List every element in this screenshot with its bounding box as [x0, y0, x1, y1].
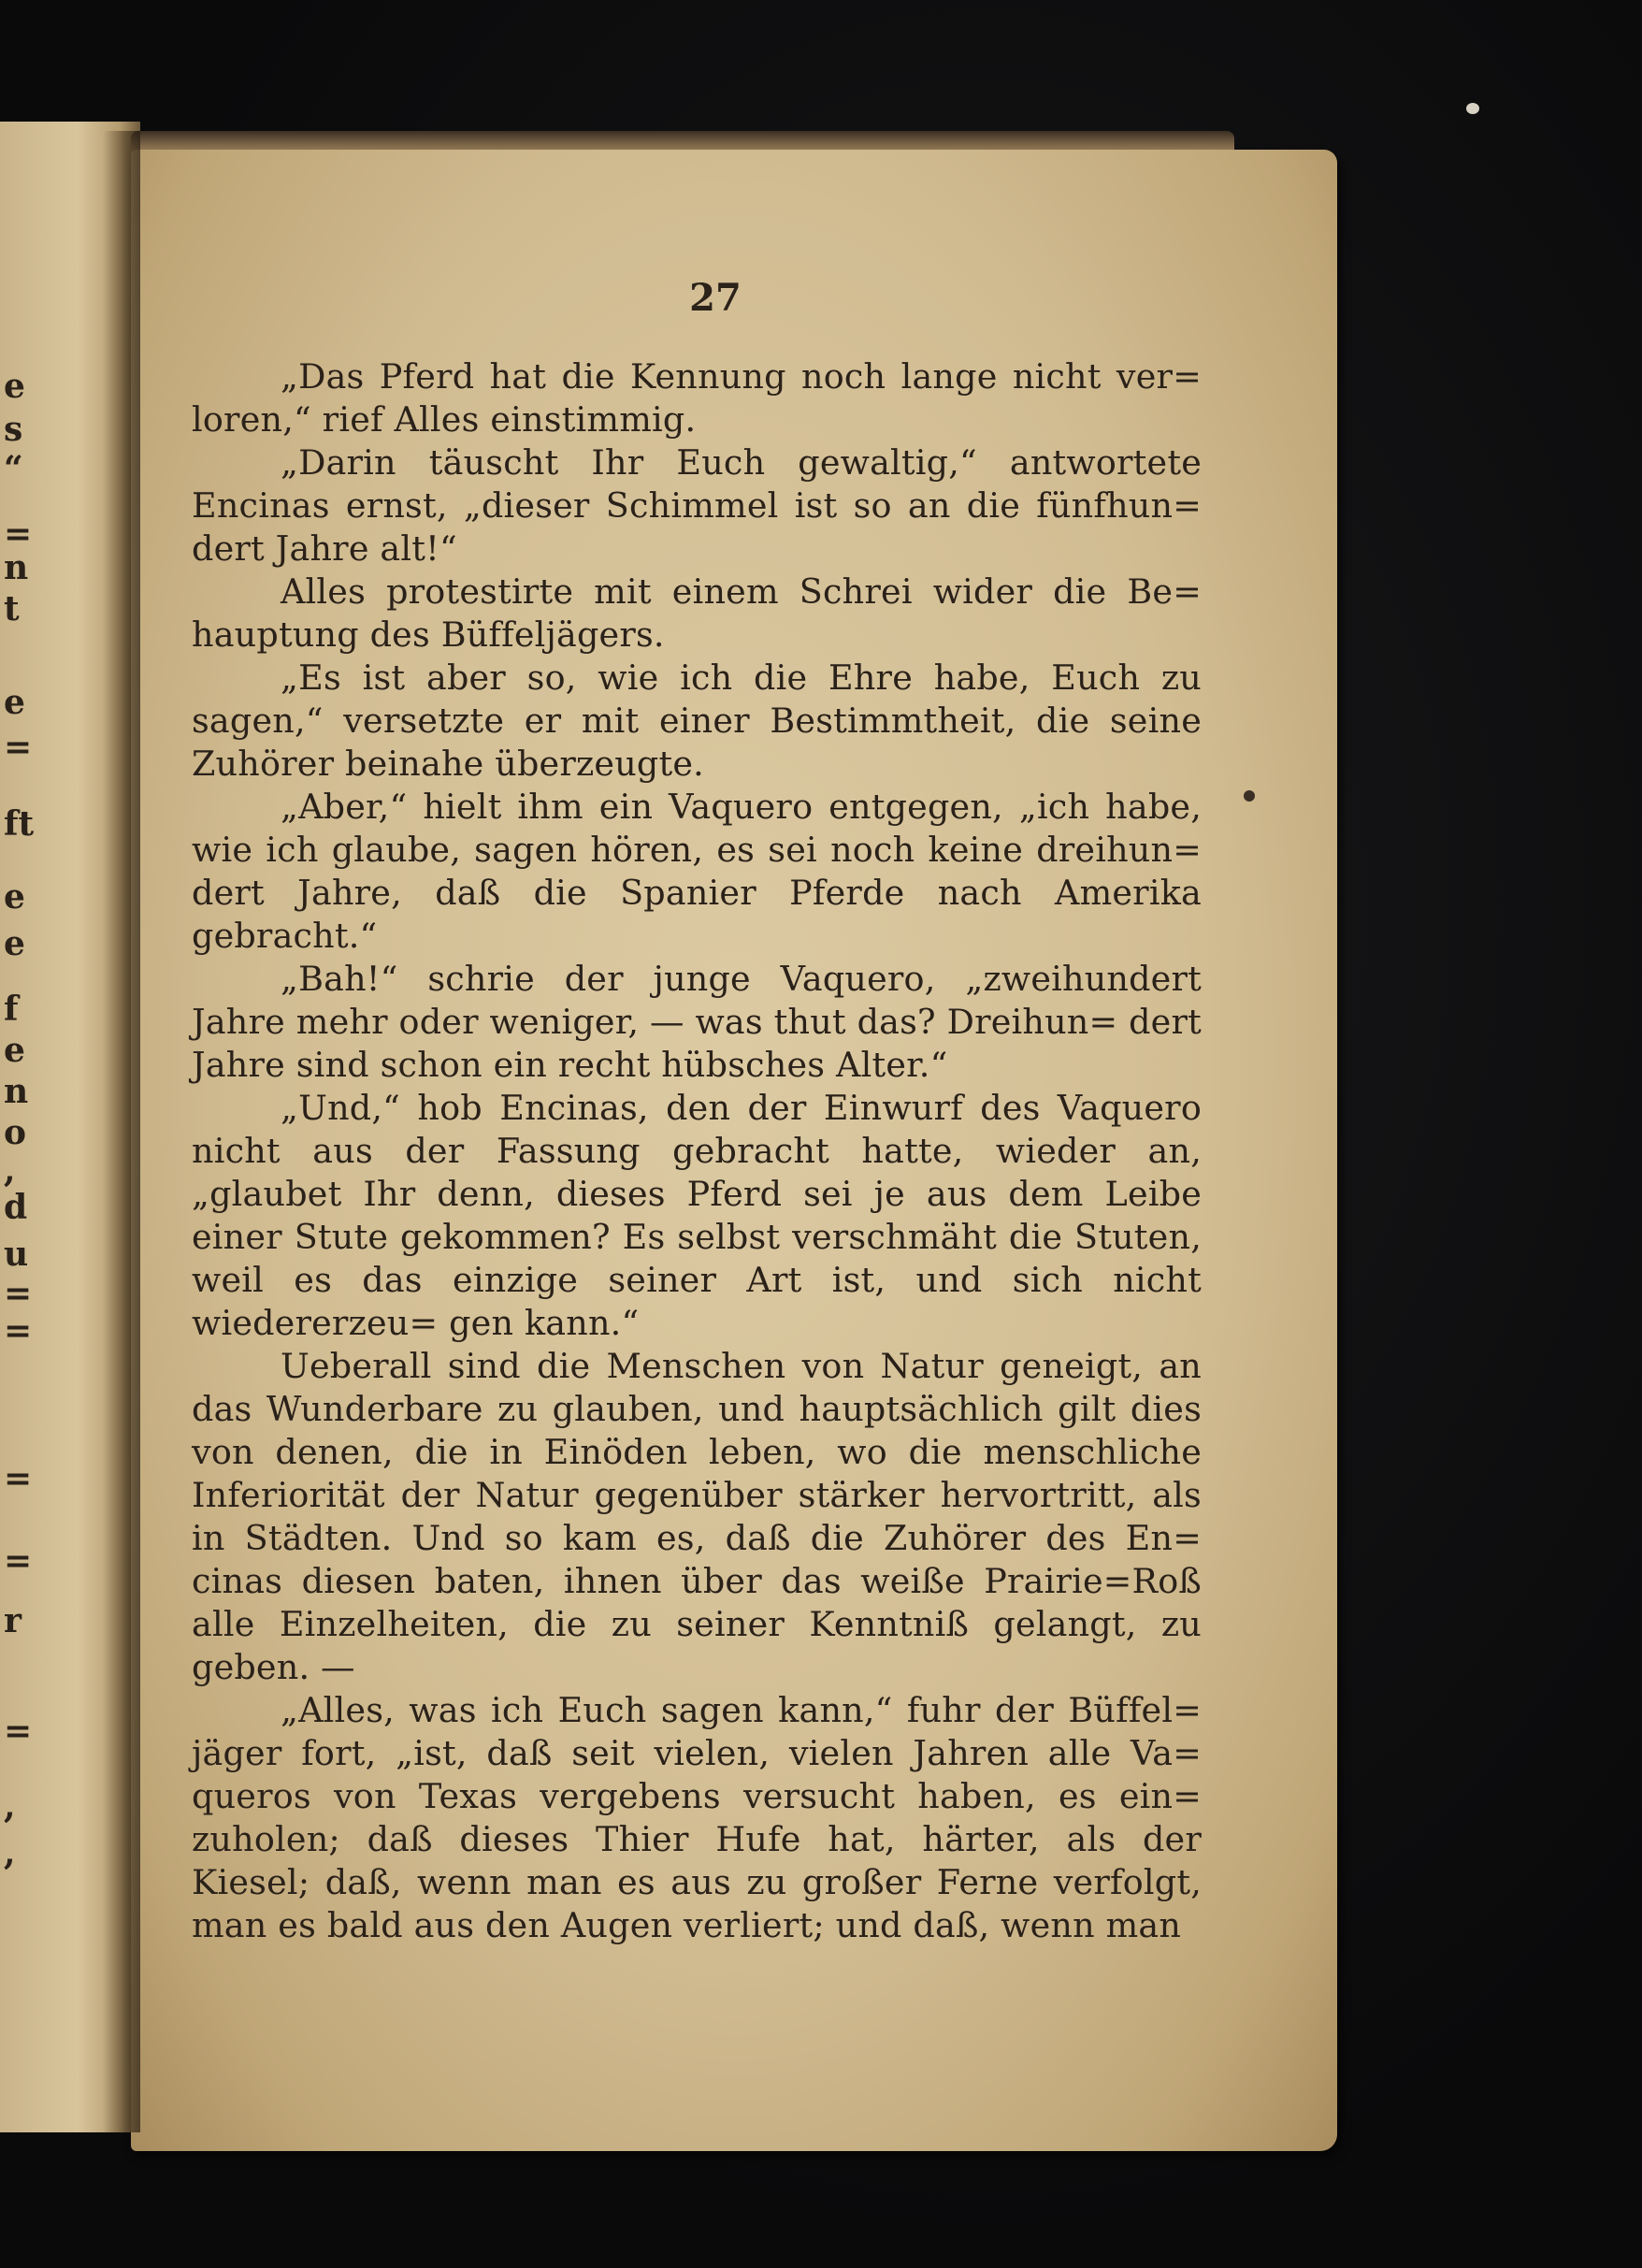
page-number: 27 — [689, 276, 742, 320]
left-fragment: ft — [4, 804, 35, 844]
left-fragment: “ — [4, 449, 23, 488]
left-fragment: e — [4, 924, 25, 963]
paragraph: „Bah!“ schrie der junge Vaquero, „zweihundert Jahre mehr oder weniger, — was thut das? Dreihun= dert Jahre sind schon ein recht hübsches Alter.“ — [192, 959, 1202, 1085]
left-fragment: e — [4, 367, 25, 406]
paragraph: „Darin täuscht Ihr Euch gewaltig,“ antwortete Encinas ernst, „dieser Schimmel ist so an die fünfhun= dert Jahre alt!“ — [192, 442, 1202, 569]
left-fragment: e — [4, 877, 25, 917]
paragraph: „Und,“ hob Encinas, den der Einwurf des Vaquero nicht aus der Fassung gebracht hatte, wieder an, „glaubet Ihr denn, dieses Pferd sei je aus dem Leibe einer Stute gekommen? Es selbst verschmäht die Stuten, weil es das einzige seiner Art ist, und sich nicht wiedererzeu= gen kann.“ — [192, 1088, 1202, 1343]
left-fragment: e — [4, 1031, 25, 1070]
body-text — [192, 355, 1202, 1947]
left-fragment: = — [4, 1541, 33, 1581]
left-fragment: f — [4, 990, 19, 1029]
left-fragment: u — [4, 1235, 29, 1274]
paragraph: Ueberall sind die Menschen von Natur geneigt, an das Wunderbare zu glauben, und hauptsächlich gilt dies von denen, die in Einöden leben, wo die menschliche Inferiorität der Natur gegenüber stärker hervortritt, als in Städten. Und so kam es, daß die Zuhörer des En= cinas diesen baten, ihnen über das weiße Prairie=Roß alle Einzelheiten, die zu seiner Kenntniß gelangt, zu geben. — — [192, 1346, 1202, 1687]
left-fragment: t — [4, 589, 20, 628]
left-fragment: = — [4, 728, 33, 767]
left-fragment: n — [4, 548, 29, 587]
left-fragment: e — [4, 683, 25, 722]
dust-speck — [1466, 103, 1479, 114]
left-fragment: = — [4, 1274, 33, 1313]
left-fragment: , — [4, 1150, 16, 1190]
left-fragment: = — [4, 1712, 33, 1751]
left-fragment: d — [4, 1188, 28, 1227]
paragraph: „Aber,“ hielt ihm ein Vaquero entgegen, „ich habe, wie ich glaube, sagen hören, es sei noch keine dreihun= dert Jahre, daß die Spanier Pferde nach Amerika gebracht.“ — [192, 787, 1202, 956]
left-fragment: = — [4, 1311, 33, 1351]
left-fragment: o — [4, 1113, 27, 1152]
left-fragment: = — [4, 1459, 33, 1498]
left-fragment: , — [4, 1833, 16, 1872]
paragraph: „Es ist aber so, wie ich die Ehre habe, Euch zu sagen,“ versetzte er mit einer Bestimmtheit, die seine Zuhörer beinahe überzeugte. — [192, 657, 1202, 784]
left-fragment: r — [4, 1601, 22, 1640]
left-fragment: s — [4, 410, 23, 449]
left-page-text-fragments — [0, 122, 35, 2132]
left-fragment: = — [4, 514, 33, 554]
book-gutter-shadow — [103, 131, 140, 2132]
paragraph: „Alles, was ich Euch sagen kann,“ fuhr der Büffel= jäger fort, „ist, daß seit vielen, vielen Jahren alle Va= queros von Texas vergebens versucht haben, es ein= zuholen; daß dieses Thier Hufe hat, härter, als der Kiesel; daß, wenn man es aus zu großer Ferne verfolgt, man es bald aus den Augen verliert; und daß, wenn man — [192, 1690, 1202, 1945]
left-fragment: n — [4, 1072, 29, 1111]
ink-spot — [1244, 790, 1255, 802]
paragraph: „Das Pferd hat die Kennung noch lange nicht ver= loren,“ rief Alles einstimmig. — [192, 356, 1202, 440]
left-fragment: , — [4, 1786, 16, 1826]
paragraph: Alles protestirte mit einem Schrei wider die Be= hauptung des Büffeljägers. — [192, 571, 1202, 655]
